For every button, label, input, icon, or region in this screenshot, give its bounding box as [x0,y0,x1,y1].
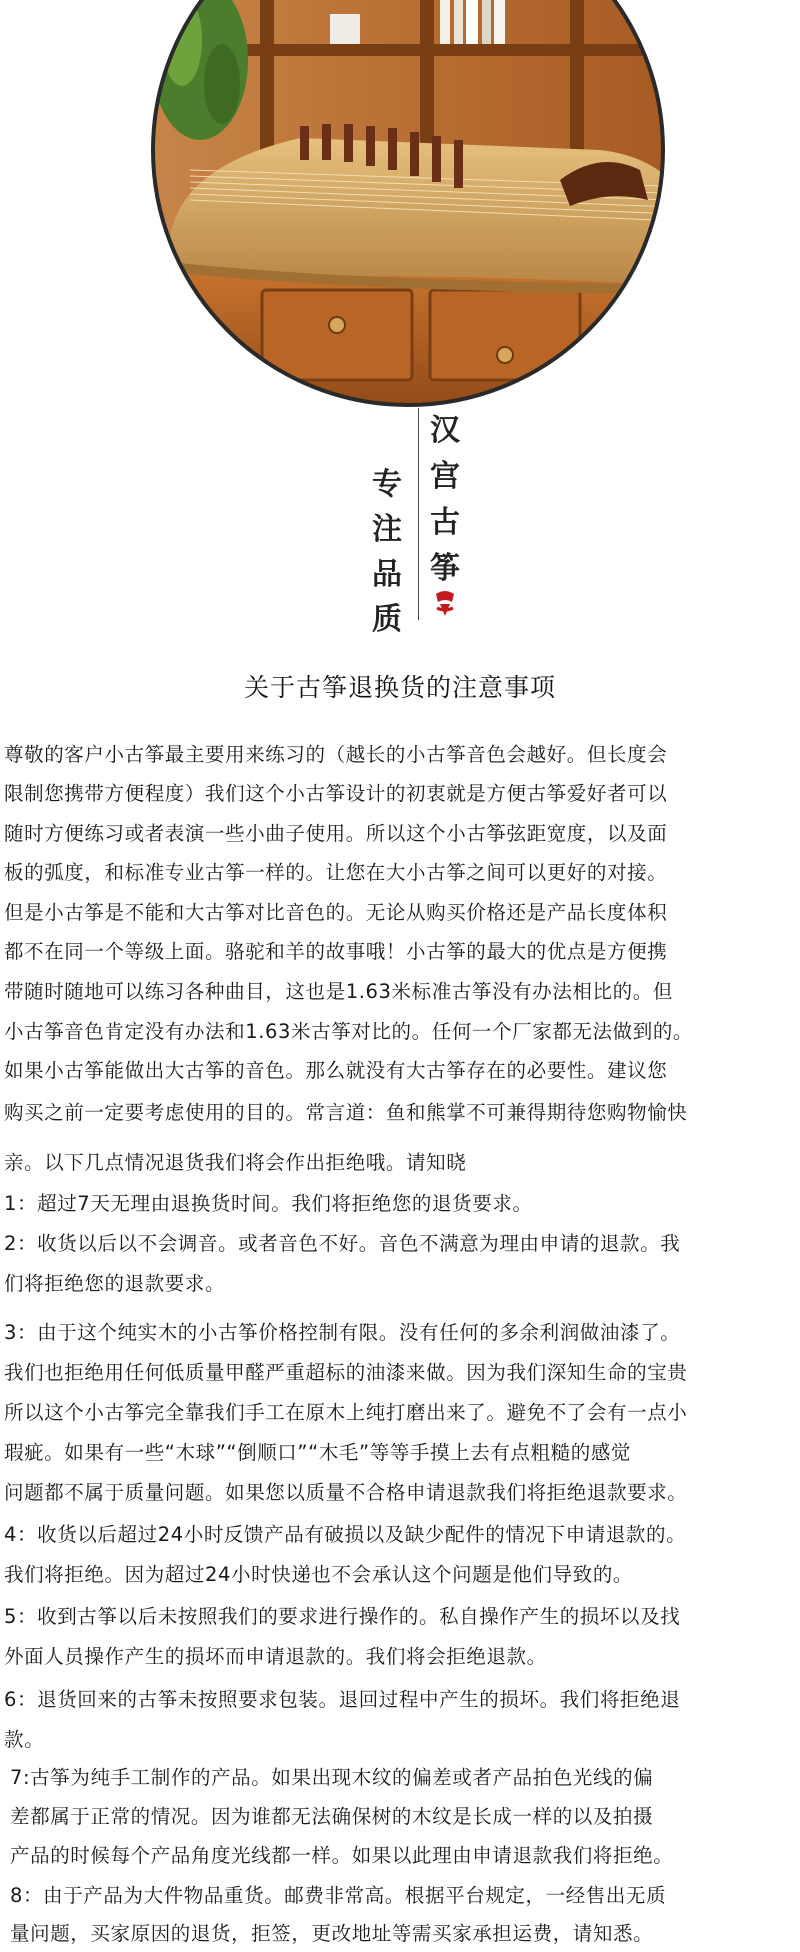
slogan-char: 品 [372,557,402,592]
slogan-vertical [372,462,402,642]
notice-line: 带随时随地可以练习各种曲目，这也是1.63米标准古筝没有办法相比的。但 [4,980,673,1003]
page-title: 关于古筝退换货的注意事项 [243,673,556,702]
rule-item: 4：收货以后超过24小时反馈产品有破损以及缺少配件的情况下申请退款的。 [4,1523,687,1546]
brand-name-vertical [430,408,460,592]
notice-line: 板的弧度，和标准专业古筝一样的。让您在大小古筝之间可以更好的对接。 [4,861,668,884]
brand-char: 古 [430,505,460,540]
rule-item: 5：收到古筝以后未按照我们的要求进行操作的。私自操作产生的损坏以及找 [4,1605,681,1628]
rule-item: 产品的时候每个产品角度光线都一样。如果以此理由申请退款我们将拒绝。 [10,1844,674,1867]
notice-line: 随时方便练习或者表演一些小曲子使用。所以这个小古筝弦距宽度，以及面 [4,822,668,845]
rule-item: 差都属于正常的情况。因为谁都无法确保树的木纹是长成一样的以及拍摄 [10,1805,654,1828]
rule-item: 问题都不属于质量问题。如果您以质量不合格申请退款我们将拒绝退款要求。 [4,1481,688,1504]
rule-item: 我们将拒绝。因为超过24小时快递也不会承认这个问题是他们导致的。 [4,1563,634,1586]
hero-product-photo [0,0,800,420]
notice-line: 亲。以下几点情况退货我们将会作出拒绝哦。请知晓 [4,1151,467,1174]
rule-item: 我们也拒绝用任何低质量甲醛严重超标的油漆来做。因为我们深知生命的宝贵 [4,1361,688,1384]
brand-char: 汉 [430,413,460,448]
rule-item: 外面人员操作产生的损坏而申请退款的。我们将会拒绝退款。 [4,1645,547,1668]
notice-line: 小古筝音色肯定没有办法和1.63米古筝对比的。任何一个厂家都无法做到的。 [4,1020,694,1043]
notice-line: 都不在同一个等级上面。骆驼和羊的故事哦！小古筝的最大的优点是方便携 [4,940,668,963]
red-seal-icon [432,588,458,618]
rule-item: 6：退货回来的古筝未按照要求包装。退回过程中产生的损坏。我们将拒绝退 [4,1688,681,1711]
rule-item: 8：由于产品为大件物品重货。邮费非常高。根据平台规定，一经售出无质 [10,1884,667,1907]
rule-item: 所以这个小古筝完全靠我们手工在原木上纯打磨出来了。避免不了会有一点小 [4,1401,688,1424]
rule-item: 2：收货以后以不会调音。或者音色不好。音色不满意为理由申请的退款。我 [4,1232,681,1255]
brand-char: 宫 [430,459,460,494]
rule-item: 7:古筝为纯手工制作的产品。如果出现木纹的偏差或者产品拍色光线的偏 [10,1766,654,1789]
notice-line: 限制您携带方便程度）我们这个小古筝设计的初衷就是方便古筝爱好者可以 [4,782,668,805]
rule-item: 3：由于这个纯实木的小古筝价格控制有限。没有任何的多余利润做油漆了。 [4,1321,681,1344]
slogan-char: 质 [372,602,402,637]
slogan-char: 注 [372,512,402,547]
notice-line: 但是小古筝是不能和大古筝对比音色的。无论从购买价格还是产品长度体积 [4,901,668,924]
rule-item: 瑕疵。如果有一些“木球”“倒顺口”“木毛”等等手摸上去有点粗糙的感觉 [4,1441,632,1464]
slogan-char: 专 [372,467,402,502]
brand-char: 筝 [430,551,460,586]
rule-item: 量问题，买家原因的退货，拒签，更改地址等需买家承担运费，请知悉。 [10,1922,654,1945]
notice-line: 购买之前一定要考虑使用的目的。常言道：鱼和熊掌不可兼得期待您购物愉快 [4,1101,688,1124]
rule-item: 1：超过7天无理由退换货时间。我们将拒绝您的退货要求。 [4,1192,533,1215]
vertical-divider [418,408,419,620]
notice-line: 如果小古筝能做出大古筝的音色。那么就没有大古筝存在的必要性。建议您 [4,1059,668,1082]
notice-line: 尊敬的客户小古筝最主要用来练习的（越长的小古筝音色会越好。但长度会 [4,743,668,766]
rule-item: 们将拒绝您的退款要求。 [4,1272,226,1295]
guzheng-photo-circle [0,0,800,420]
rule-item: 款。 [4,1728,45,1751]
